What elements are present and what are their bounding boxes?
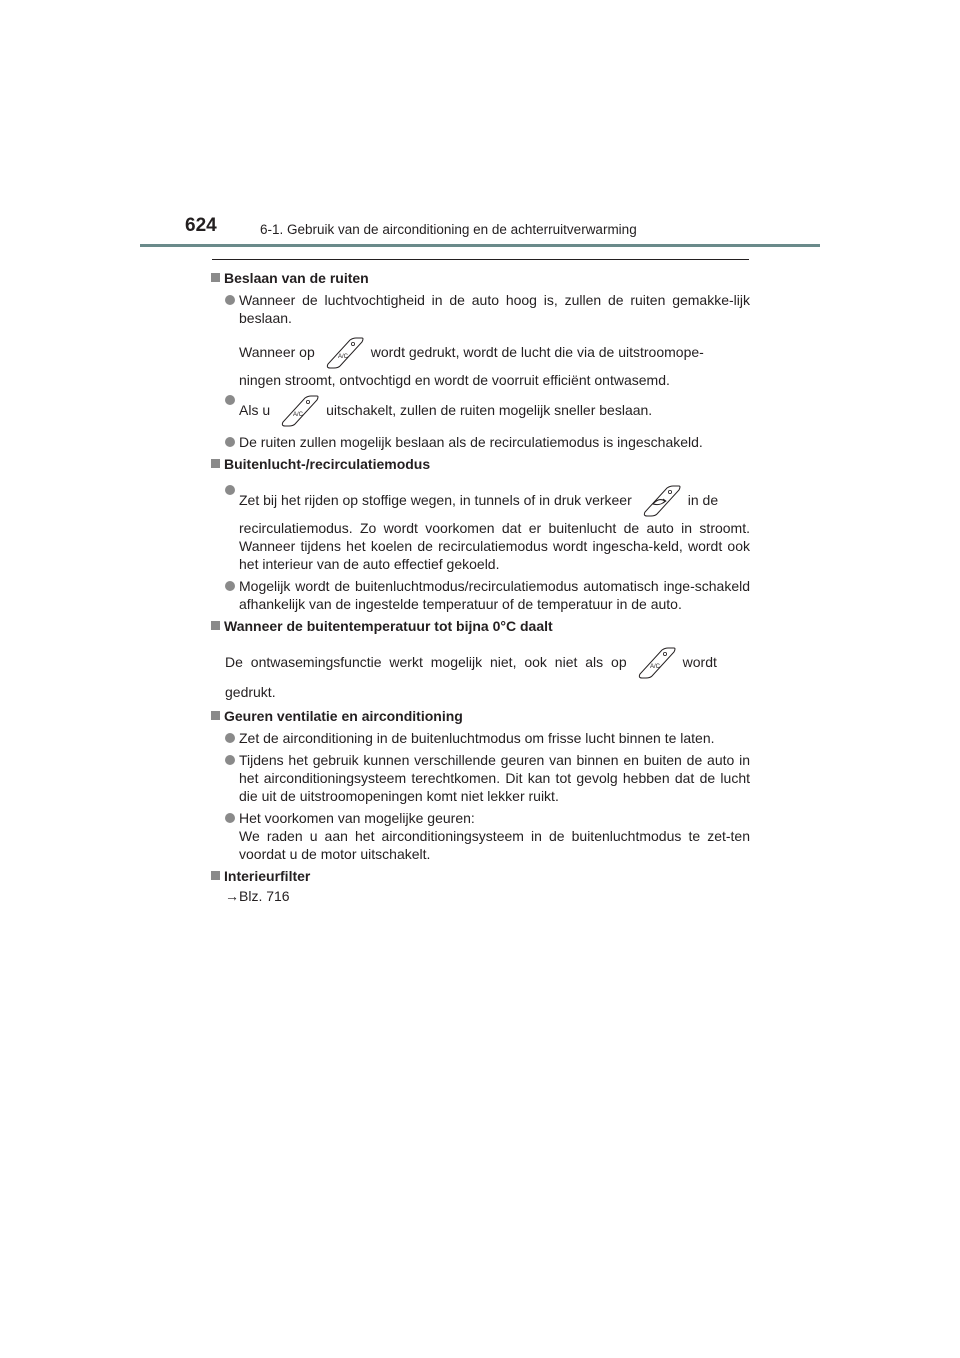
text-line: We raden u aan het airconditioningsysteem in de buitenluchtmodus te zet-ten voordat u de motor uitschakelt. — [239, 828, 750, 862]
ac-icon-label: A/C — [649, 664, 660, 671]
list-item — [210, 809, 750, 863]
list-item — [210, 481, 750, 573]
ac-button-icon — [632, 646, 678, 680]
list-item — [210, 391, 750, 429]
ac-icon-label: A/C — [337, 354, 348, 361]
text-fragment: wordt gedrukt, wordt de lucht die via de uitstroomope- — [370, 344, 704, 360]
paragraph — [210, 643, 750, 701]
section-heading-fogging: Beslaan van de ruiten — [210, 269, 750, 287]
list-item: Zet de airconditioning in de buitenluchtmodus om frisse lucht binnen te laten. — [210, 729, 750, 747]
list-item: Mogelijk wordt de buitenluchtmodus/recirculatiemodus automatisch inge-schakeld afhankelijk van de ingestelde temperatuur of de temperatuur in de auto. — [210, 577, 750, 613]
chapter-title: 6-1. Gebruik van de airconditioning en de achterruitverwarming — [260, 222, 637, 237]
header-divider — [140, 244, 820, 247]
ac-button-icon — [275, 394, 321, 428]
list-item: De ruiten zullen mogelijk beslaan als de recirculatiemodus is ingeschakeld. — [210, 433, 750, 451]
ac-icon-label: A/C — [293, 412, 304, 419]
text-line: gedrukt. — [225, 684, 276, 700]
manual-content — [210, 265, 750, 905]
text-line — [225, 643, 750, 681]
text-fragment: wordt — [682, 654, 717, 670]
text-fragment: Zet bij het rijden op stoffige wegen, in tunnels of in druk verkeer — [239, 492, 632, 508]
section-heading-interior-filter: Interieurfilter — [210, 867, 750, 885]
text-line: ningen stroomt, ontvochtigd en wordt de voorruit efficiënt ontwasemd. — [239, 372, 670, 388]
page-reference-link[interactable]: →Blz. 716 — [225, 888, 290, 904]
text-line — [239, 333, 750, 371]
section-heading-recirculation: Buitenlucht-/recirculatiemodus — [210, 455, 750, 473]
text-line: Het voorkomen van mogelijke geuren: — [239, 810, 475, 826]
text-fragment: Als u — [239, 402, 271, 418]
section-heading-odors: Geuren ventilatie en airconditioning — [210, 707, 750, 725]
ac-button-icon — [320, 336, 366, 370]
list-item: Tijdens het gebruik kunnen verschillende geuren van binnen en buiten de auto in het airconditioningsysteem terechtkomen. Dit kan tot gevolg hebben dat de lucht die uit de uitstroomopeningen komt niet lekker ruikt. — [210, 751, 750, 805]
text-line — [239, 481, 750, 519]
text-line: recirculatiemodus. Zo wordt voorkomen dat er buitenlucht de auto in stroomt. Wanneer tijdens het koelen de recirculatiemodus wordt ingescha-keld, wordt ook het interieur van de auto effectief gekoeld. — [239, 520, 750, 572]
content-divider — [212, 259, 749, 260]
text-line: Wanneer de luchtvochtigheid in de auto hoog is, zullen de ruiten gemakke-lijk beslaan. — [239, 292, 750, 326]
text-fragment: in de — [687, 492, 719, 508]
section-heading-low-temperature: Wanneer de buitentemperatuur tot bijna 0°C daalt — [210, 617, 750, 635]
list-item — [210, 291, 750, 389]
text-fragment: De ontwasemingsfunctie werkt mogelijk niet, ook niet als op — [225, 654, 627, 670]
page-number: 624 — [185, 215, 217, 236]
text-fragment: Wanneer op — [239, 344, 315, 360]
text-fragment: uitschakelt, zullen de ruiten mogelijk sneller beslaan. — [326, 402, 653, 418]
recirculation-button-icon — [637, 484, 683, 518]
